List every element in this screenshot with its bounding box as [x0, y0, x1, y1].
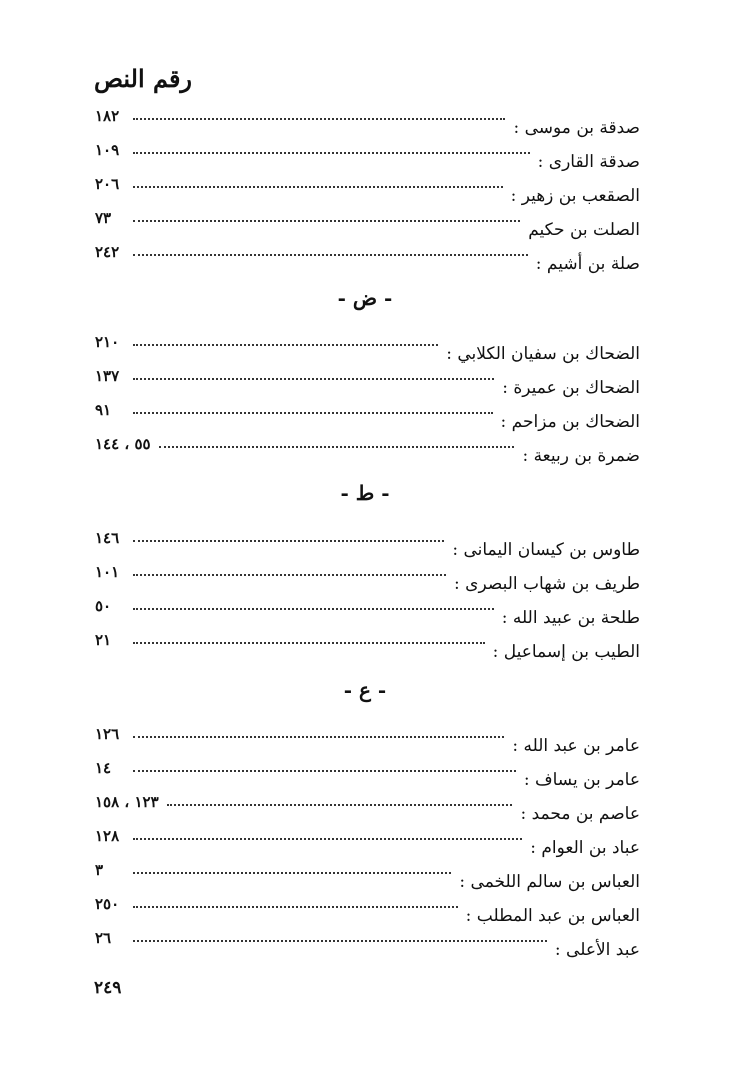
dot-leader — [133, 152, 530, 154]
entry-name: العباس بن سالم اللخمى : — [459, 872, 640, 892]
index-entry — [95, 594, 640, 628]
index-entry — [95, 206, 640, 240]
entry-name: عامر بن عبد الله : — [512, 736, 640, 756]
dot-leader — [133, 186, 503, 188]
entry-pages: ٣ — [95, 861, 104, 879]
entry-pages: ١٢٦ — [95, 725, 120, 743]
index-section — [95, 330, 640, 466]
entry-name: طلحة بن عبيد الله : — [501, 608, 640, 628]
dot-leader — [133, 642, 485, 644]
letter-divider: - ع - — [343, 678, 387, 702]
dot-leader — [133, 412, 493, 414]
dot-leader — [133, 770, 516, 772]
dot-leader — [133, 940, 547, 942]
index-entry — [95, 432, 640, 466]
index-entry — [95, 138, 640, 172]
dot-leader — [133, 118, 505, 120]
index-entry — [95, 526, 640, 560]
entry-pages: ١٨٢ — [95, 107, 120, 125]
index-entry — [95, 240, 640, 274]
index-entry — [95, 364, 640, 398]
entry-pages: ١٣٧ — [95, 367, 120, 385]
entry-name: طاوس بن كيسان اليمانى : — [452, 540, 640, 560]
entry-pages: ١٤٦ — [95, 529, 120, 547]
dot-leader — [133, 254, 528, 256]
dot-leader — [133, 838, 522, 840]
entry-pages: ١٠١ — [95, 563, 120, 581]
page-number: ٢٤٩ — [94, 978, 122, 998]
index-entry — [95, 858, 640, 892]
index-entry — [95, 824, 640, 858]
entry-pages: ٩١ — [95, 401, 112, 419]
entry-pages: ٧٣ — [95, 209, 112, 227]
entry-name: الصقعب بن زهير : — [510, 186, 640, 206]
entry-pages: ٢٤٢ — [95, 243, 120, 261]
entry-name: صدقة القارى : — [537, 152, 640, 172]
dot-leader — [133, 378, 494, 380]
letter-divider: - ط - — [340, 481, 390, 505]
index-entry — [95, 926, 640, 960]
entry-name: الصلت بن حكيم — [528, 220, 640, 240]
index-entry — [95, 560, 640, 594]
entry-pages: ١٠٩ — [95, 141, 120, 159]
entry-name: عامر بن يساف : — [523, 770, 640, 790]
index-entry — [95, 892, 640, 926]
dot-leader — [133, 540, 444, 542]
dot-leader — [159, 446, 515, 448]
entry-name: طريف بن شهاب البصرى : — [454, 574, 640, 594]
entry-name: عاصم بن محمد : — [520, 804, 640, 824]
dot-leader — [133, 220, 520, 222]
index-entry — [95, 104, 640, 138]
entry-pages: ١٢٣ ، ١٥٨ — [95, 793, 159, 811]
entry-name: عبد الأعلى : — [554, 940, 640, 960]
dot-leader — [133, 906, 458, 908]
dot-leader — [133, 872, 451, 874]
index-section — [95, 104, 640, 274]
index-entry — [95, 628, 640, 662]
dot-leader — [133, 608, 494, 610]
entry-name: الضحاك بن عميرة : — [502, 378, 640, 398]
entry-name: الطيب بن إسماعيل : — [492, 642, 640, 662]
dot-leader — [133, 574, 446, 576]
index-entry — [95, 722, 640, 756]
dot-leader — [133, 344, 438, 346]
entry-pages: ٢١٠ — [95, 333, 120, 351]
entry-pages: ٢٦ — [95, 929, 112, 947]
index-entry — [95, 330, 640, 364]
entry-name: الضحاك بن مزاحم : — [500, 412, 640, 432]
entry-name: صدقة بن موسى : — [513, 118, 640, 138]
entry-pages: ١٢٨ — [95, 827, 120, 845]
entry-pages: ٢٥٠ — [95, 895, 120, 913]
entry-pages: ٢٠٦ — [95, 175, 120, 193]
index-section — [95, 526, 640, 662]
index-entry — [95, 756, 640, 790]
index-entry — [95, 398, 640, 432]
entry-pages: ٢١ — [95, 631, 112, 649]
entry-pages: ١٤ — [95, 759, 112, 777]
entry-pages: ٥٥ ، ١٤٤ — [95, 435, 151, 453]
index-entry — [95, 172, 640, 206]
entry-pages: ٥٠ — [95, 597, 112, 615]
column-heading: رقم النص — [94, 64, 193, 93]
dot-leader — [167, 804, 513, 806]
index-entry — [95, 790, 640, 824]
entry-name: ضمرة بن ربيعة : — [522, 446, 640, 466]
entry-name: الضحاك بن سفيان الكلابي : — [446, 344, 640, 364]
letter-divider: - ض - — [337, 286, 393, 310]
dot-leader — [133, 736, 504, 738]
entry-name: العباس بن عبد المطلب : — [465, 906, 640, 926]
entry-name: صلة بن أشيم : — [535, 254, 640, 274]
entry-name: عباد بن العوام : — [530, 838, 640, 858]
index-section — [95, 722, 640, 960]
